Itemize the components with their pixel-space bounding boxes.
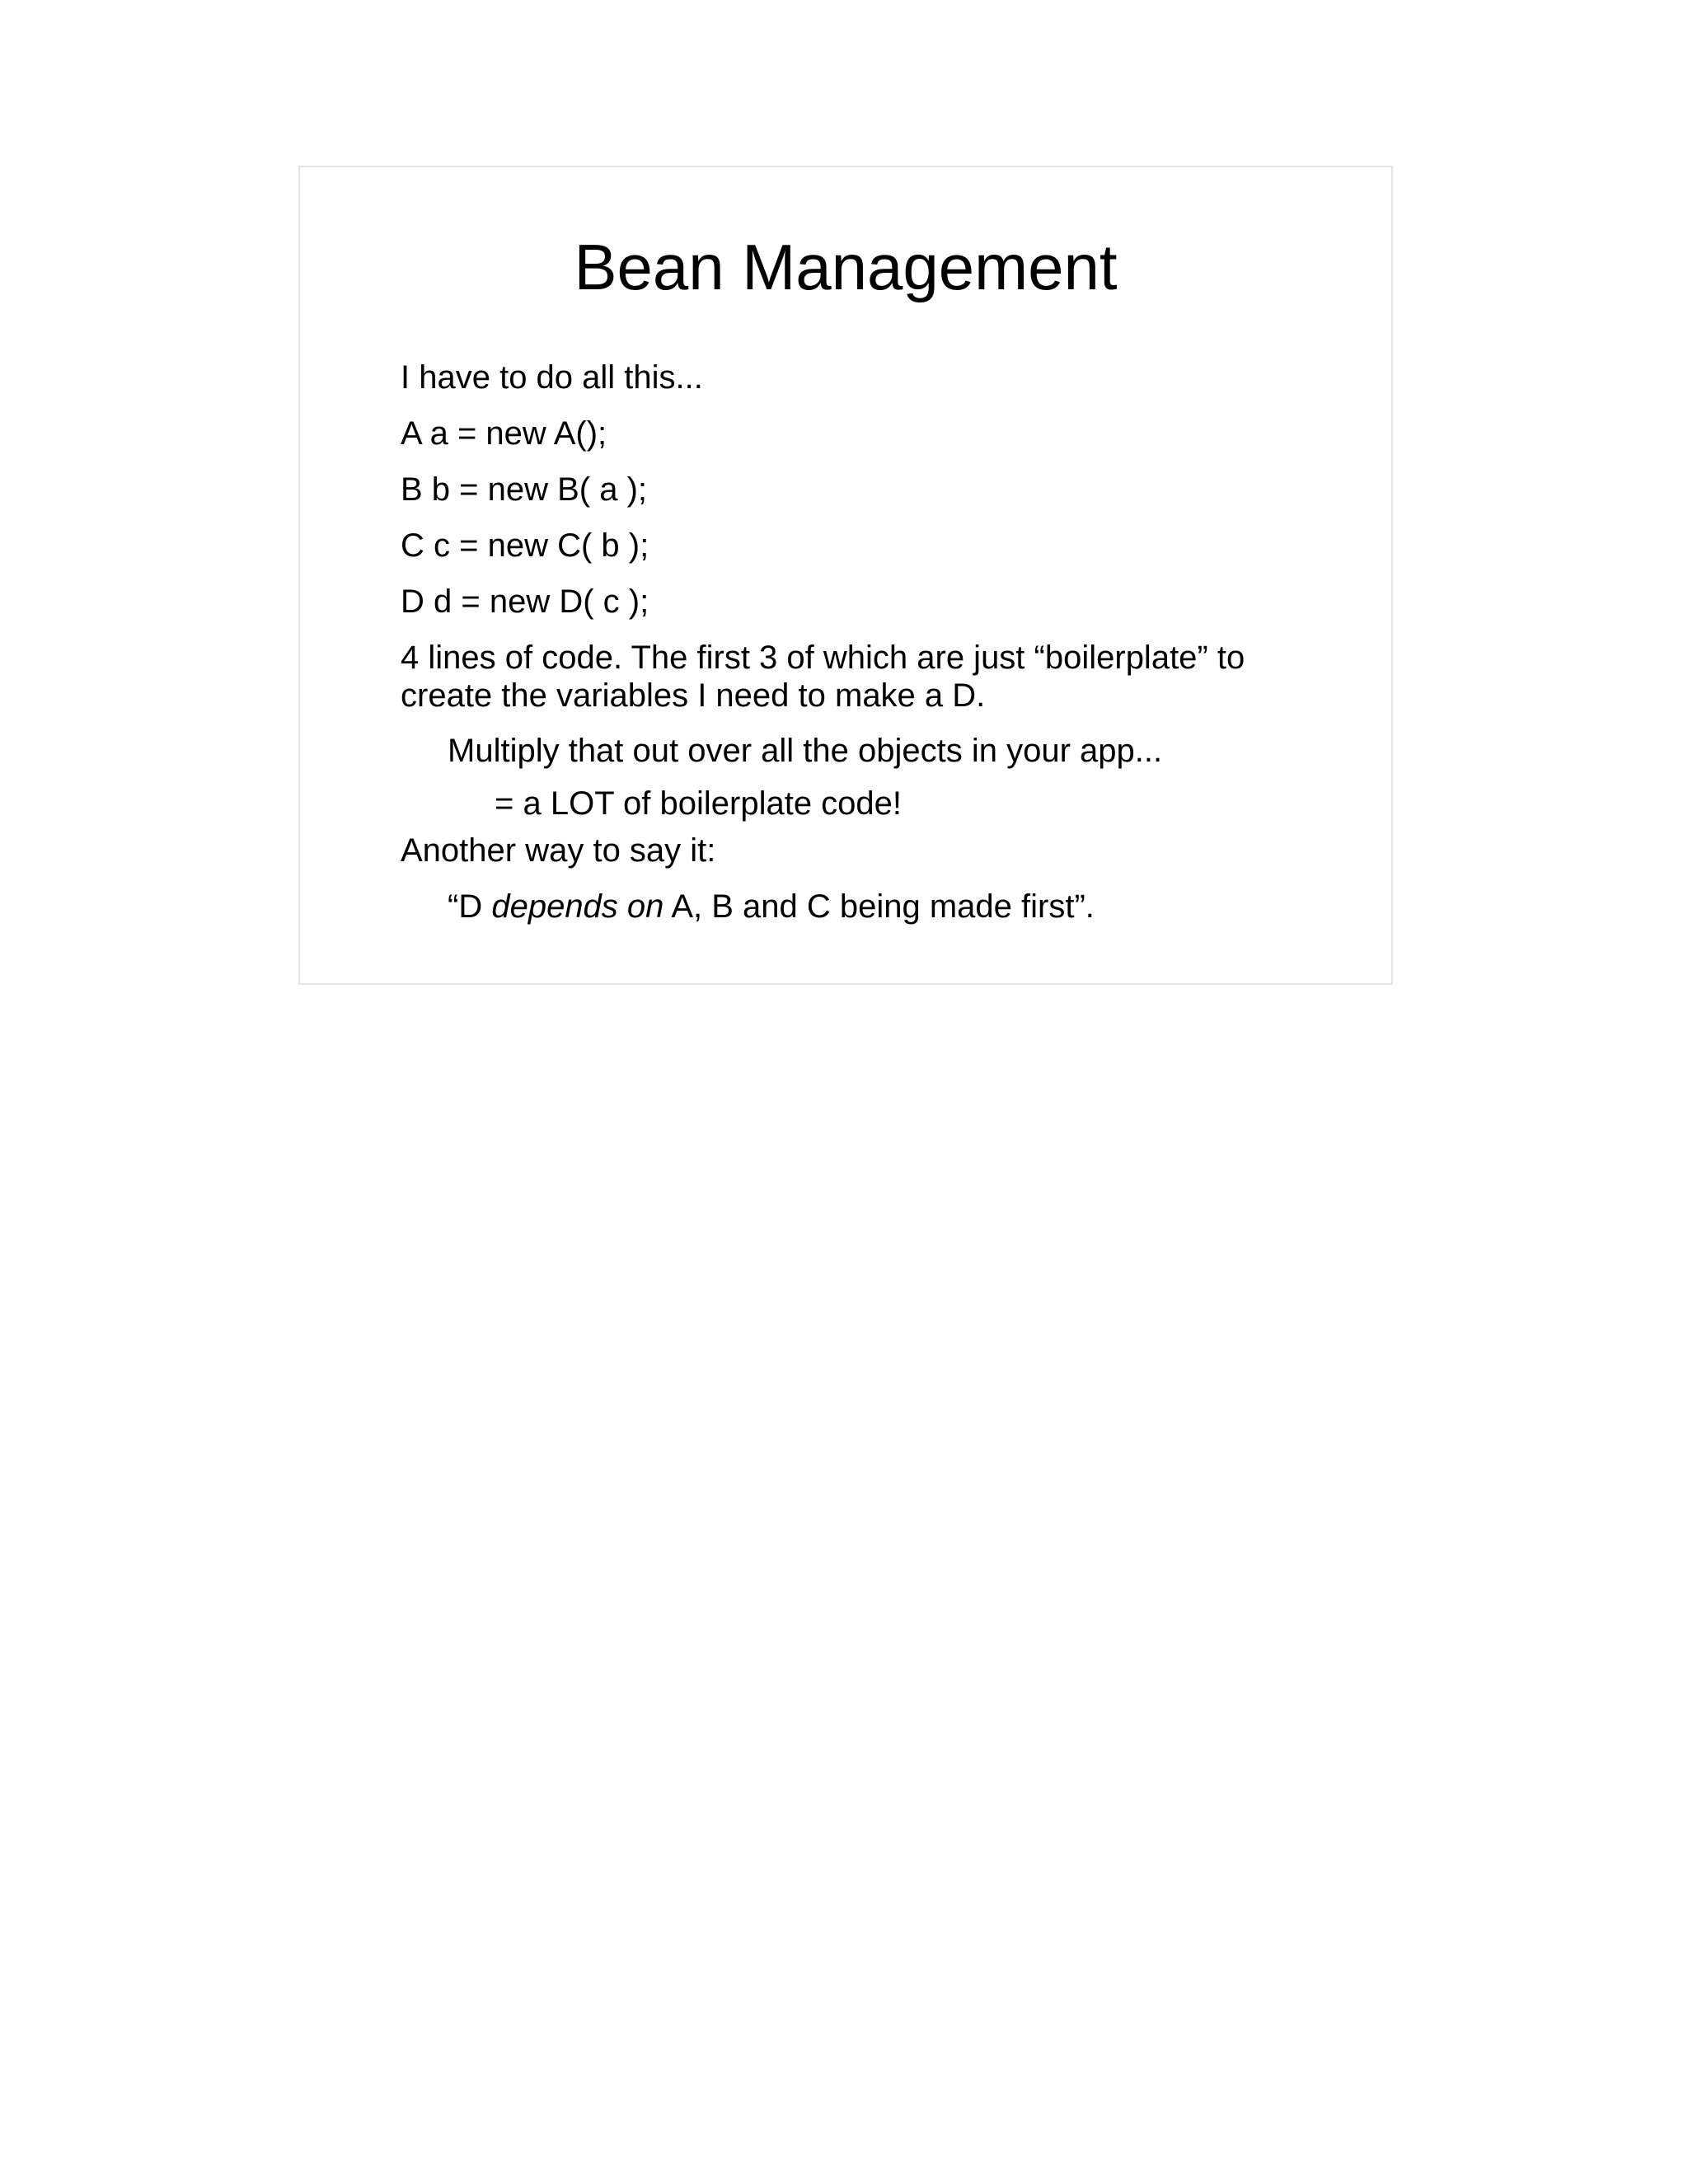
dependency-quote [448,888,1095,926]
code-line-d: D d = new D( c ); [401,583,649,620]
quote-prefix: “D [448,888,492,925]
multiply-text: Multiply that out over all the objects in your app... [448,733,1163,769]
code-line-c: C c = new C( b ); [401,527,649,564]
quote-emphasis: depends on [491,888,664,925]
intro-text: I have to do all this... [401,359,703,396]
result-text: = a LOT of boilerplate code! [495,785,903,822]
quote-suffix: A, B and C being made first”. [663,888,1095,925]
slide [298,166,1393,985]
code-line-b: B b = new B( a ); [401,471,648,508]
code-line-a: A a = new A(); [401,415,607,452]
another-way-text: Another way to say it: [401,832,716,869]
explanation-text: 4 lines of code. The first 3 of which are just “boilerplate” to create the variables I need to make a D. [401,640,1245,714]
slide-title: Bean Management [574,231,1118,303]
